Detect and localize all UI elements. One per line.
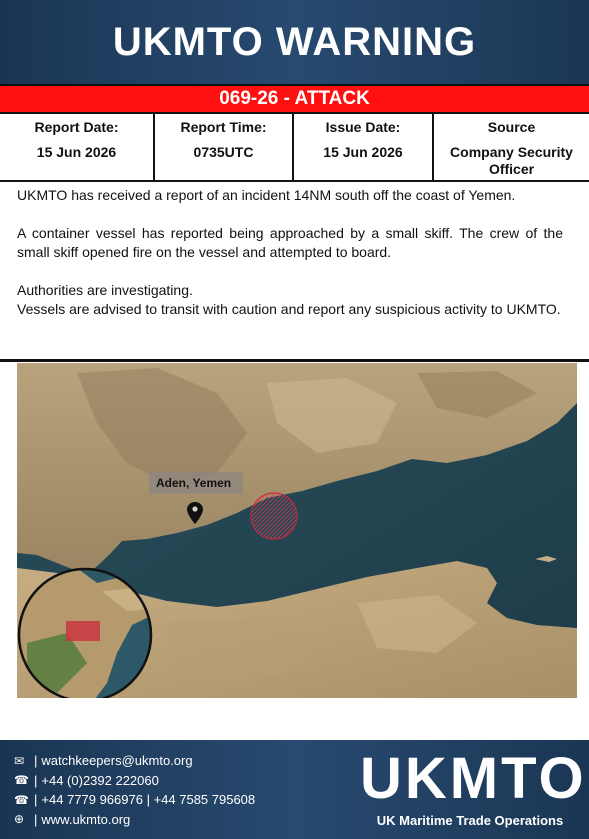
inset-region-highlight: [66, 621, 100, 641]
warning-id-title: 069-26 - ATTACK: [219, 88, 370, 109]
footer: [0, 740, 589, 839]
incident-map: [17, 363, 577, 698]
contact-website[interactable]: ⊕ | www.ukmto.org: [14, 811, 131, 827]
issue-date-value: 15 Jun 2026: [323, 144, 403, 160]
contact-list: [14, 751, 255, 829]
section-divider: [0, 359, 589, 362]
contact-email-text: watchkeepers@ukmto.org: [41, 753, 193, 769]
contact-phone-main[interactable]: ☎ | +44 (0)2392 222060: [14, 772, 159, 788]
contact-email[interactable]: ✉ | watchkeepers@ukmto.org: [14, 753, 193, 769]
advisory-note: Vessels are advised to transit with caution and report any suspicious activity to UKMTO.: [17, 301, 561, 317]
warning-banner: [0, 84, 589, 114]
contact-phone-mobile-text: +44 7779 966976 | +44 7585 795608: [41, 792, 256, 808]
report-time-value: 0735UTC: [193, 144, 254, 160]
incident-summary: UKMTO has received a report of an incident 14NM south off the coast of Yemen.: [17, 187, 516, 203]
mail-icon: ✉: [14, 753, 25, 768]
contact-website-text: www.ukmto.org: [41, 811, 131, 827]
incident-description: [17, 186, 563, 319]
contact-phone-main-text: +44 (0)2392 222060: [41, 772, 159, 788]
page-title: UKMTO WARNING: [112, 19, 477, 64]
phone-icon: ☎: [14, 773, 29, 788]
issue-date-cell: [294, 114, 434, 180]
report-meta-table: [0, 114, 589, 182]
source-value: Company Security Officer: [450, 144, 573, 177]
incident-area-marker: [251, 493, 297, 539]
issue-date-label: Issue Date:: [325, 119, 401, 135]
contact-phone-mobile[interactable]: ☎ | +44 7779 966976 | +44 7585 795608: [14, 792, 256, 808]
header: [0, 0, 589, 84]
report-date-cell: [0, 114, 155, 180]
phone-icon: ☎: [14, 792, 29, 807]
map-graphic: [17, 363, 577, 698]
report-time-label: Report Time:: [180, 119, 267, 135]
source-label: Source: [487, 119, 536, 135]
source-cell: [434, 114, 589, 180]
globe-icon: ⊕: [14, 812, 25, 827]
report-time-cell: [155, 114, 294, 180]
report-date-value: 15 Jun 2026: [36, 144, 117, 160]
logo-tagline: UK Maritime Trade Operations: [376, 813, 564, 828]
ukmto-logo: [360, 746, 587, 828]
location-label: Aden, Yemen: [156, 476, 232, 490]
report-date-label: Report Date:: [34, 119, 119, 135]
authorities-note: Authorities are investigating.: [17, 282, 193, 298]
incident-details: A container vessel has reported being approached by a small skiff. The crew of the small skiff opened fire on the vessel and attempted to board.: [17, 225, 563, 260]
logo-wordmark: UKMTO: [360, 746, 587, 811]
